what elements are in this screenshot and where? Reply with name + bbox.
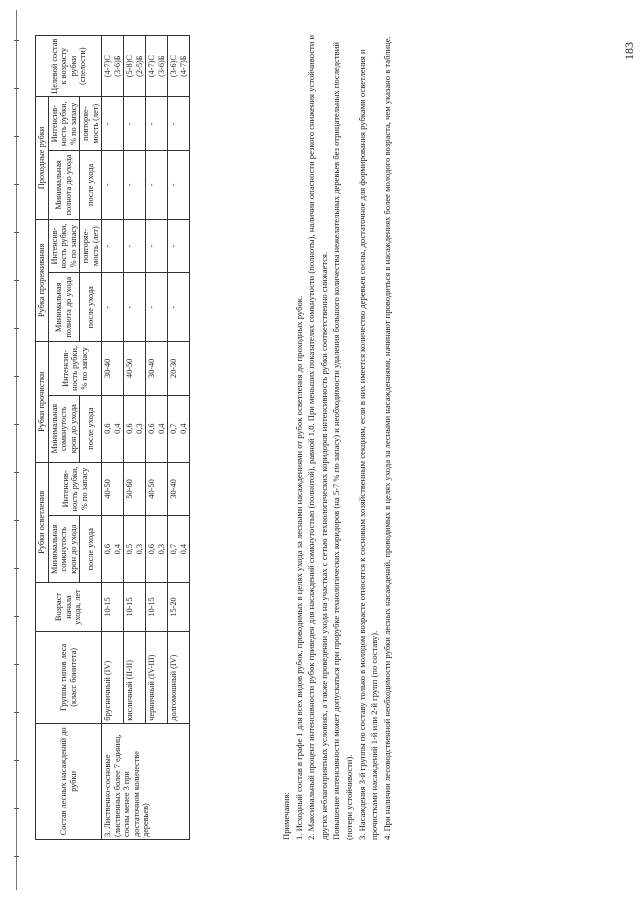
cell-thin-int: -	[146, 219, 168, 273]
cell-clear-min: 0,5 0,3	[124, 516, 146, 583]
cell-clear-int: 40-50	[146, 462, 168, 516]
notes-block	[280, 30, 393, 840]
cell-clean-int: 40-50	[124, 341, 146, 395]
cell-pass-int: -	[168, 97, 190, 151]
header-pass-repeat: повторяе-мость (лет)	[80, 97, 102, 151]
margin-tick	[14, 760, 19, 761]
header-thin-repeat: повторяе-мость (лет)	[80, 219, 102, 273]
cell-clear-int: 40-50	[102, 462, 124, 516]
cell-clean-int: 30-40	[102, 341, 124, 395]
forest-care-table	[35, 35, 190, 840]
cell-age: 10-15	[102, 583, 124, 632]
margin-tick	[14, 376, 19, 377]
cell-age: 15-20	[168, 583, 190, 632]
margin-tick	[14, 808, 19, 809]
cell-thin-int: -	[102, 219, 124, 273]
cell-target: (4-7)С (3-6)Б	[146, 36, 168, 97]
margin-tick	[14, 40, 19, 41]
cell-clear-min: 0,7 0,4	[168, 516, 190, 583]
notes-title: Примечания:	[281, 792, 291, 840]
note-item: Повышение интенсивности может допускаться при прорубке технологических коридоров (на 5-7 % по запасу) и необходимости удаления большого количества нежелательных деревьев без отрицательных последствий (потери устойчивости).	[331, 42, 354, 840]
cell-thin-min: -	[146, 273, 168, 342]
margin-tick	[14, 712, 19, 713]
cell-clear-min: 0,6 0,3	[146, 516, 168, 583]
cell-thin-min: -	[102, 273, 124, 342]
cell-age: 10-15	[124, 583, 146, 632]
margin-tick	[14, 280, 19, 281]
page-number: 183	[622, 42, 636, 60]
header-clearing: Рубки осветления	[36, 462, 49, 583]
header-thinning: Рубка прореживания	[36, 219, 49, 341]
margin-tick	[14, 616, 19, 617]
rotated-page-content	[30, 20, 636, 870]
margin-tick	[14, 568, 19, 569]
header-clean-int: Интенсив-ность рубки, % по запасу	[48, 341, 102, 395]
cell-pass-int: -	[146, 97, 168, 151]
cell-clean-min: 0,7 0,4	[168, 395, 190, 462]
cell-pass-min: -	[124, 151, 146, 220]
note-item: 1. Исходный состав в графе 1 для всех видов рубок, проводимых в целях ухода за лесными насаждениями от рубок осветления до проходных рубок.	[293, 295, 304, 840]
cell-thin-int: -	[168, 219, 190, 273]
cell-clean-min: 0,6 0,3	[124, 395, 146, 462]
header-pass-min: Минимальная полнота до ухода	[48, 151, 80, 220]
margin-tick	[14, 232, 19, 233]
cell-pass-min: -	[168, 151, 190, 220]
cell-clean-min: 0,6 0,4	[102, 395, 124, 462]
header-clear-int: Интенсив-ность рубки, % по запасу	[48, 462, 102, 516]
header-pass-int: Интенсив-ность рубки, % по запасу	[48, 97, 80, 151]
cell-thin-min: -	[168, 273, 190, 342]
margin-tick	[14, 472, 19, 473]
margin-tick	[14, 520, 19, 521]
header-clean-after: после ухода	[80, 395, 102, 462]
cell-clear-int: 50-60	[124, 462, 146, 516]
margin-tick	[14, 856, 19, 857]
header-target: Целевой состав к возрасту рубки (спелости)	[36, 36, 102, 97]
margin-tick	[14, 328, 19, 329]
section-label: 3. Лиственно-сосновые (лиственных более 7 единиц, сосны менее 3 при достаточном количестве деревьев)	[102, 723, 190, 839]
header-pass-after: после ухода	[80, 151, 102, 220]
margin-tick	[14, 88, 19, 89]
cell-pass-min: -	[146, 151, 168, 220]
table-row	[146, 36, 168, 840]
cell-thin-int: -	[124, 219, 146, 273]
cell-forest-type: черничный (IV-III)	[146, 631, 168, 723]
cell-age: 10-15	[146, 583, 168, 632]
margin-tick	[14, 184, 19, 185]
cell-pass-int: -	[102, 97, 124, 151]
cell-target: (3-6)С (4-7)Б	[168, 36, 190, 97]
header-age: Возраст начала ухода, лет	[36, 583, 102, 632]
table-row	[102, 36, 124, 840]
note-item: 4. При наличии лесоводственной необходимости рубки лесных насаждений, проводимых в целях ухода за лесными насаждениями, начинают проводиться в насаждениях более молодого возраста, чем указано в таблице.	[381, 36, 392, 840]
cell-clean-min: 0,6 0,4	[146, 395, 168, 462]
cell-clear-int: 30-40	[168, 462, 190, 516]
table-row	[124, 36, 146, 840]
cell-clean-int: 30-40	[146, 341, 168, 395]
note-item: 2. Максимальный процент интенсивности рубок приведен для насаждений сомкнутостью (полнотой), равной 1,0. При меньших показателях сомкнутости (полноты), наличии опасности резкого снижения устойчивости и других неблагоприятных условиях, а также проведении ухода на участках с сетью технологических коридоров интенсивность рубки соответственно снижается.	[306, 34, 329, 840]
cell-thin-min: -	[124, 273, 146, 342]
header-clear-min: Минимальная сомкнутость крон до ухода	[48, 516, 80, 583]
header-thin-min: Минимальная полнота до ухода	[48, 273, 80, 342]
cell-clear-min: 0,6 0,4	[102, 516, 124, 583]
header-forest-type: Группы типов леса (класс бонитета)	[36, 631, 102, 723]
table-row	[168, 36, 190, 840]
cell-target: (4-7)С (3-6)Б	[102, 36, 124, 97]
header-clean-min: Минимальная сомкнутость крон до ухода	[48, 395, 80, 462]
cell-forest-type: брусничный (IV)	[102, 631, 124, 723]
cell-forest-type: кисличный (II-II)	[124, 631, 146, 723]
cell-pass-min: -	[102, 151, 124, 220]
cell-target: (5-8)С (2-5)Б	[124, 36, 146, 97]
margin-tick	[14, 424, 19, 425]
cell-pass-int: -	[124, 97, 146, 151]
header-thin-int: Интенсив-ность рубки, % по запасу	[48, 219, 80, 273]
header-passing: Проходные рубки	[36, 97, 49, 219]
margin-tick	[14, 136, 19, 137]
header-thin-after: после ухода	[80, 273, 102, 342]
margin-line	[16, 10, 17, 890]
header-clear-after: после ухода	[80, 516, 102, 583]
cell-clean-int: 20-30	[168, 341, 190, 395]
margin-tick	[14, 664, 19, 665]
header-cleaning: Рубки прочистки	[36, 341, 49, 462]
cell-forest-type: долгомошный (IV)	[168, 631, 190, 723]
note-item: 3. Насаждения 3-й группы по составу только в молодом возрасте относятся к сосновым хозяйственным секциям, если в них имеется количество деревьев сосны, достаточное для формирования рубками осветления и прочистками насаждений 1-й или 2-й групп (по составу).	[356, 49, 380, 840]
header-composition: Состав лесных насаждений до рубки	[36, 723, 102, 839]
